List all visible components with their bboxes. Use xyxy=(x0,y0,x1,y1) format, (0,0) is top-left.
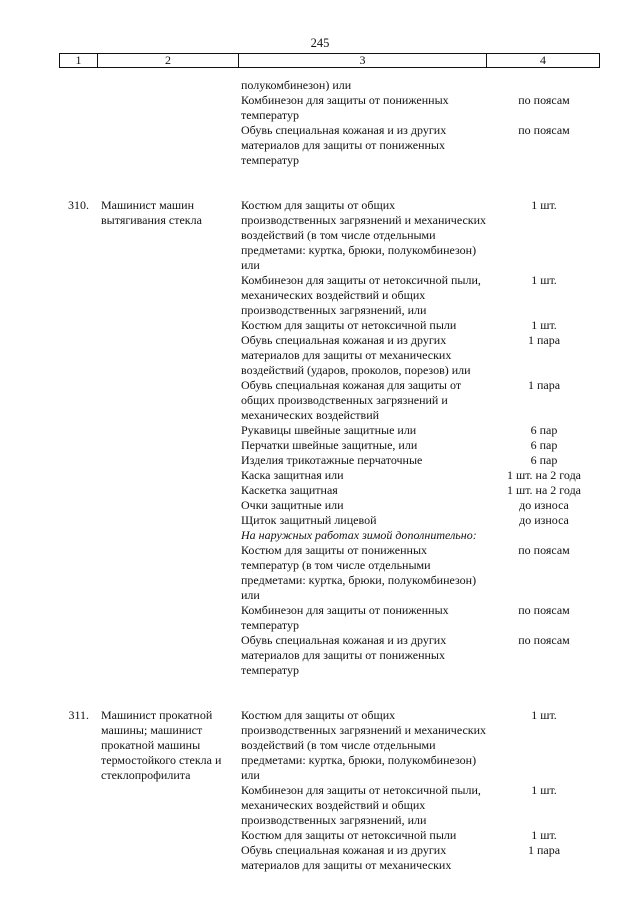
item-norm: по поясам xyxy=(518,603,570,617)
item-name: Перчатки швейные защитные, или xyxy=(241,438,418,452)
item-norm xyxy=(488,528,600,543)
list-item xyxy=(238,843,600,873)
list-item xyxy=(238,93,600,123)
list-item xyxy=(238,633,600,678)
list-item xyxy=(238,468,600,483)
profession-name: Машинист прокатной машины; машинист прокатной машины термостойкого стекла и стеклопрофилита xyxy=(101,708,222,782)
item-name: Комбинезон для защиты от нетоксичной пыли, механических воздействий и общих производственных загрязнений, или xyxy=(241,783,481,827)
entry-number: 310. xyxy=(68,198,89,212)
entry-row-311 xyxy=(59,708,600,873)
item-name: Костюм для защиты от пониженных температур (в том числе отдельными предметами: куртка, брюки, полукомбинезон) или xyxy=(241,543,477,602)
list-item xyxy=(238,318,600,333)
item-norm xyxy=(488,78,600,93)
item-name: Обувь специальная кожаная и из других материалов для защиты от механических xyxy=(241,843,452,872)
item-name: Комбинезон для защиты от пониженных температур xyxy=(241,93,449,122)
item-name: Щиток защитный лицевой xyxy=(241,513,377,527)
item-norm: по поясам xyxy=(518,123,570,137)
column-header-row xyxy=(59,53,600,68)
list-item xyxy=(238,123,600,168)
item-norm: до износа xyxy=(519,498,569,512)
item-name: Обувь специальная кожаная для защиты от общих производственных загрязнений и механических воздействий xyxy=(241,378,462,422)
item-norm: 1 шт. xyxy=(531,198,557,212)
list-item xyxy=(238,783,600,828)
column-header-2: 2 xyxy=(98,54,239,67)
list-item xyxy=(238,273,600,318)
item-name: Костюм для защиты от нетоксичной пыли xyxy=(241,828,457,842)
entry-number: 311. xyxy=(68,708,89,722)
column-header-1: 1 xyxy=(60,54,98,67)
profession-name: Машинист машин вытягивания стекла xyxy=(101,198,202,227)
item-name: Комбинезон для защиты от нетоксичной пыли, механических воздействий и общих производственных загрязнений, или xyxy=(241,273,481,317)
column-header-3: 3 xyxy=(239,54,487,67)
list-item xyxy=(238,378,600,423)
list-item xyxy=(238,708,600,783)
item-name: Изделия трикотажные перчаточные xyxy=(241,453,423,467)
item-name: Каскетка защитная xyxy=(241,483,338,497)
column-header-4: 4 xyxy=(540,53,546,67)
list-item xyxy=(238,498,600,513)
item-norm: по поясам xyxy=(518,93,570,107)
list-item xyxy=(238,438,600,453)
item-norm: 1 шт. xyxy=(531,708,557,722)
item-name: Рукавицы швейные защитные или xyxy=(241,423,417,437)
item-norm: 1 пара xyxy=(527,843,561,857)
list-item xyxy=(238,528,600,543)
item-name: Комбинезон для защиты от пониженных температур xyxy=(241,603,449,632)
item-name: Очки защитные или xyxy=(241,498,344,512)
item-norm: 6 пар xyxy=(530,438,558,452)
item-norm: 6 пар xyxy=(530,453,558,467)
item-norm: 1 шт. xyxy=(531,828,557,842)
item-name: Обувь специальная кожаная и из других материалов для защиты от пониженных температур xyxy=(241,633,447,677)
item-norm: 1 шт. на 2 года xyxy=(506,483,582,497)
list-item xyxy=(238,78,600,93)
norms-table-body xyxy=(59,78,600,873)
item-norm: 1 шт. xyxy=(531,318,557,332)
section-note: На наружных работах зимой дополнительно: xyxy=(241,528,477,542)
item-name: полукомбинезон) или xyxy=(241,78,352,92)
item-norm: до износа xyxy=(519,513,569,527)
item-name: Обувь специальная кожаная и из других материалов для защиты от механических воздействий (ударов, проколов, порезов) или xyxy=(241,333,471,377)
item-name: Костюм для защиты от общих производственных загрязнений и механических воздействий (в том числе отдельными предметами: куртка, брюки, полукомбинезон) или xyxy=(241,708,487,782)
item-name: Каска защитная или xyxy=(241,468,344,482)
item-name: Костюм для защиты от общих производственных загрязнений и механических воздействий (в том числе отдельными предметами: куртка, брюки, полукомбинезон) или xyxy=(241,198,487,272)
continuation-row xyxy=(59,78,600,168)
list-item xyxy=(238,513,600,528)
item-norm: 1 пара xyxy=(527,378,561,392)
list-item xyxy=(238,333,600,378)
item-name: Костюм для защиты от нетоксичной пыли xyxy=(241,318,457,332)
entry-row-310 xyxy=(59,198,600,678)
list-item xyxy=(238,603,600,633)
list-item xyxy=(238,483,600,498)
item-norm: 1 шт. xyxy=(531,783,557,797)
page-number: 245 xyxy=(310,36,330,50)
item-name: Обувь специальная кожаная и из других материалов для защиты от пониженных температур xyxy=(241,123,447,167)
item-norm: по поясам xyxy=(518,543,570,557)
item-norm: 6 пар xyxy=(530,423,558,437)
item-norm: 1 шт. xyxy=(531,273,557,287)
list-item xyxy=(238,198,600,273)
list-item xyxy=(238,543,600,603)
item-norm: по поясам xyxy=(518,633,570,647)
list-item xyxy=(238,828,600,843)
list-item xyxy=(238,423,600,438)
item-norm: 1 пара xyxy=(527,333,561,347)
item-norm: 1 шт. на 2 года xyxy=(506,468,582,482)
list-item xyxy=(238,453,600,468)
